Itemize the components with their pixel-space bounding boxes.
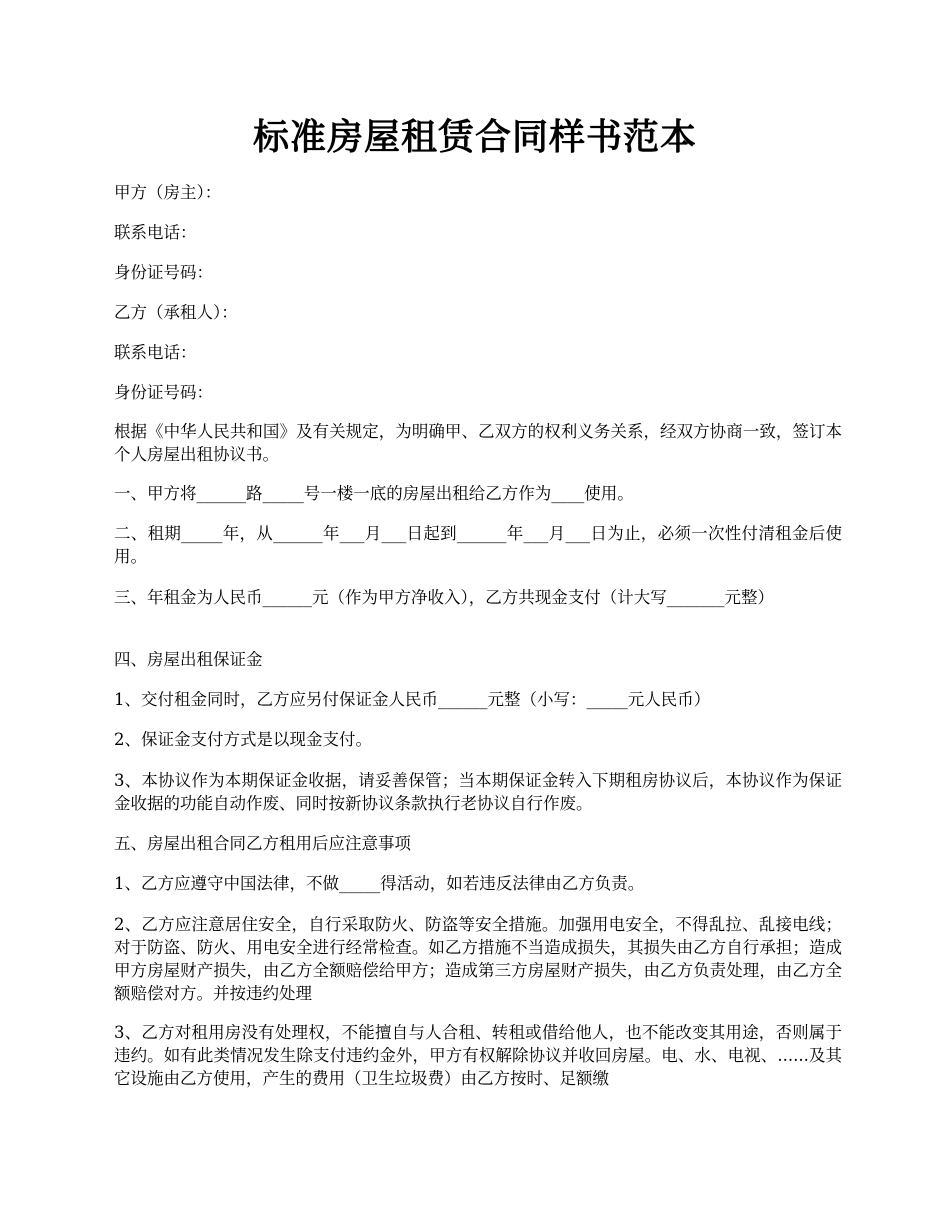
party-b-id-line: 身份证号码： (114, 383, 213, 402)
clause-4-item-1: 1、交付租金同时，乙方应另付保证金人民币______元整（小写：_____元人民币） (114, 690, 711, 709)
clause-4-item-3: 3、本协议作为本期保证金收据，请妥善保管；当本期保证金转入下期租房协议后，本协议作为保证金收据的功能自动作废、同时按新协议条款执行老协议自行作废。 (114, 771, 842, 813)
party-a-phone-line: 联系电话： (114, 223, 197, 242)
clause-2-term: 二、租期_____年，从______年___月___日起到______年___月___日为止，必须一次性付清租金后使用。 (114, 524, 842, 566)
party-a-landlord-line: 甲方（房主）： (114, 183, 222, 202)
party-b-phone-line: 联系电话： (114, 343, 197, 362)
party-b-tenant-line: 乙方（承租人）： (114, 303, 238, 322)
clause-5-item-1: 1、乙方应遵守中国法律，不做_____得活动，如若违反法律由乙方负责。 (114, 874, 645, 893)
party-a-id-line: 身份证号码： (114, 263, 213, 282)
clause-1-premises: 一、甲方将______路_____号一楼一底的房屋出租给乙方作为____使用。 (114, 484, 634, 503)
clause-4-item-2: 2、保证金支付方式是以现金支付。 (114, 730, 372, 749)
clause-5-item-2: 2、乙方应注意居住安全，自行采取防火、防盗等安全措施。加强用电安全，不得乱拉、乱接电线；对于防盗、防火、用电安全进行经常检查。如乙方措施不当造成损失，其损失由乙方自行承担；造成甲方房屋财产损失，由乙方全额赔偿给甲方；造成第三方房屋财产损失，由乙方负责处理，由乙方全额赔偿对方。并按违约处理 (114, 915, 842, 1003)
preamble-paragraph: 根据《中华人民共和国》及有关规定，为明确甲、乙双方的权利义务关系，经双方协商一致，签订本个人房屋出租协议书。 (114, 422, 842, 464)
clause-3-rent: 三、年租金为人民币______元（作为甲方净收入），乙方共现金支付（计大写_______元整） (114, 588, 774, 607)
document-title: 标准房屋租赁合同样书范本 (252, 116, 697, 158)
clause-4-heading-deposit: 四、房屋出租保证金 (114, 650, 263, 669)
clause-5-heading-notes: 五、房屋出租合同乙方租用后应注意事项 (114, 834, 411, 853)
clause-5-item-3: 3、乙方对租用房没有处理权，不能擅自与人合租、转租或借给他人，也不能改变其用途，否则属于违约。如有此类情况发生除支付违约金外，甲方有权解除协议并收回房屋。电、水、电视、......及其它设施由乙方使用，产生的费用（卫生垃圾费）由乙方按时、足额缴 (114, 1023, 842, 1088)
